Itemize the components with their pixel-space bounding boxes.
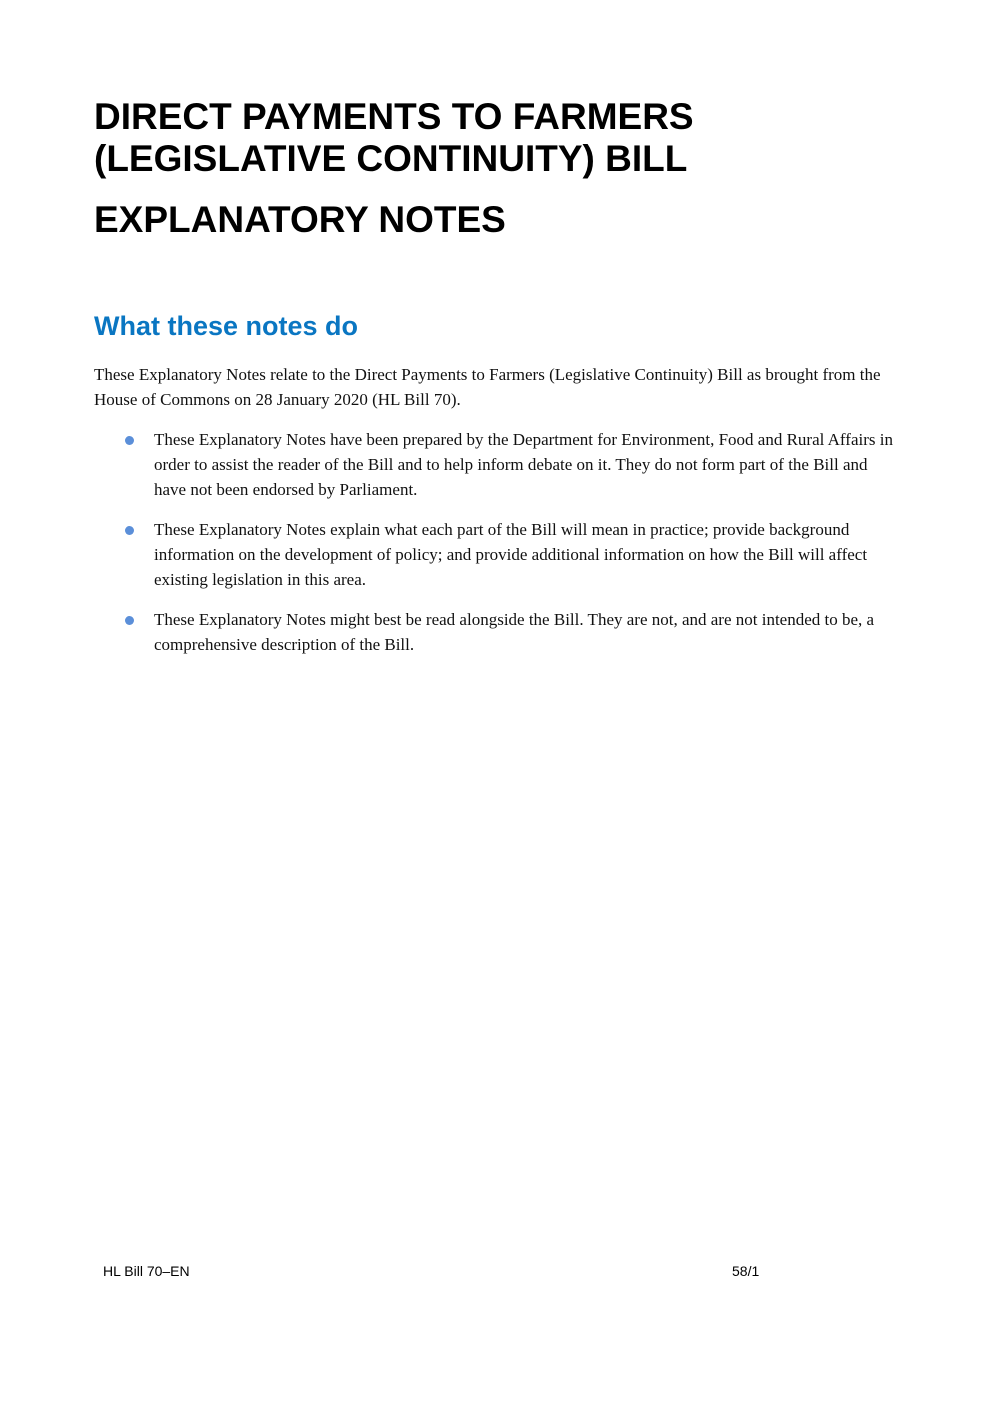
list-item-text: These Explanatory Notes might best be read alongside the Bill. They are not, and are not intended to be, a comprehensive description of the Bill.	[154, 610, 875, 654]
section-heading: What these notes do	[94, 311, 359, 341]
document-title: DIRECT PAYMENTS TO FARMERS (LEGISLATIVE CONTINUITY) BILL	[94, 96, 694, 179]
intro-paragraph: These Explanatory Notes relate to the Direct Payments to Farmers (Legislative Continuity) Bill as brought from the House of Commons on 28 January 2020 (HL Bill 70).	[94, 365, 881, 409]
bullet-icon	[125, 526, 134, 535]
bullet-list	[94, 427, 894, 657]
list-item	[94, 517, 894, 592]
bullet-icon	[125, 436, 134, 445]
footer-bill-reference: HL Bill 70–EN	[103, 1263, 190, 1279]
list-item	[94, 607, 894, 657]
list-item-text: These Explanatory Notes explain what each part of the Bill will mean in practice; provide background information on the development of policy; and provide additional information on how the Bill will affect existing legislation in this area.	[154, 520, 868, 589]
footer-page-number: 58/1	[732, 1263, 760, 1279]
body-text	[94, 362, 894, 672]
bullet-icon	[125, 616, 134, 625]
document-subtitle: EXPLANATORY NOTES	[94, 199, 506, 240]
list-item	[94, 427, 894, 502]
list-item-text: These Explanatory Notes have been prepared by the Department for Environment, Food and Rural Affairs in order to assist the reader of the Bill and to help inform debate on it. They do not form part of the Bill and have not been endorsed by Parliament.	[154, 430, 893, 499]
